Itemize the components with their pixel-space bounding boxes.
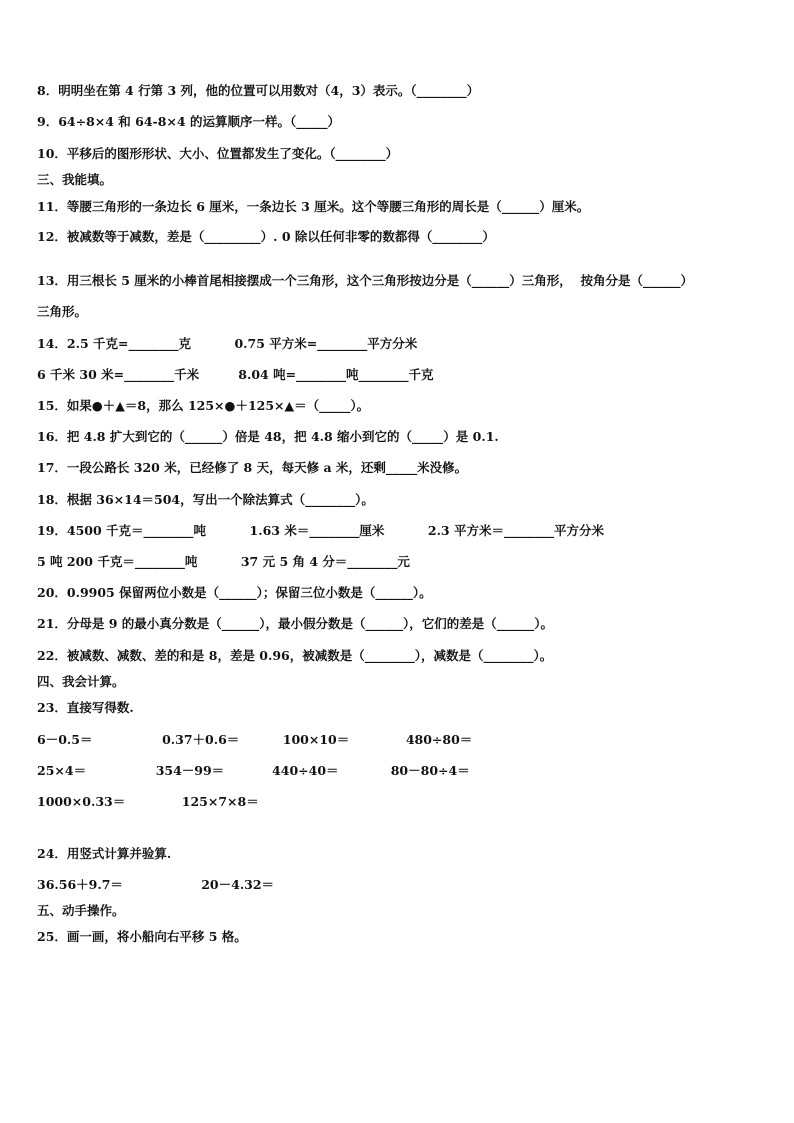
- question-8: 8．明明坐在第 4 行第 3 列，他的位置可以用数对（4，3）表示。（________）: [37, 83, 480, 98]
- question-18: 18．根据 36×14＝504，写出一个除法算式（________）。: [37, 492, 374, 507]
- section-heading-3: 三、我能填。: [37, 172, 113, 187]
- calc-row-2: 25×4＝ 354－99＝ 440÷40＝ 80－80÷4＝: [37, 763, 470, 778]
- question-14: 14．2.5 千克=________克 0.75 平方米=________平方分米: [37, 336, 418, 351]
- question-10: 10．平移后的图形形状、大小、位置都发生了变化。（________）: [37, 146, 399, 161]
- vertical-calc-row: 36.56＋9.7＝ 20－4.32＝: [37, 877, 275, 892]
- question-22: 22．被减数、减数、差的和是 8，差是 0.96，被减数是（________），减数是（________）。: [37, 648, 553, 663]
- question-16: 16．把 4.8 扩大到它的（______）倍是 48，把 4.8 缩小到它的（_____）是 0.1.: [37, 429, 499, 444]
- question-19-line-2: 5 吨 200 千克＝________吨 37 元 5 角 4 分＝________元: [37, 554, 410, 569]
- calc-row-1: 6－0.5＝ 0.37＋0.6＝ 100×10＝ 480÷80＝: [37, 732, 473, 747]
- question-9: 9．64÷8×4 和 64-8×4 的运算顺序一样。（_____）: [37, 114, 340, 129]
- question-23: 23．直接写得数.: [37, 700, 134, 715]
- question-24: 24．用竖式计算并验算.: [37, 846, 172, 861]
- question-15: 15．如果●＋▲＝8，那么 125×●＋125×▲＝（_____）。: [37, 398, 370, 413]
- question-21: 21．分母是 9 的最小真分数是（______），最小假分数是（______），它们的差是（______）。: [37, 616, 554, 631]
- question-19: 19．4500 千克＝________吨 1.63 米＝________厘米 2.3 平方米＝________平方分米: [37, 523, 604, 538]
- question-12: 12．被减数等于减数，差是（_________）. 0 除以任何非零的数都得（________）: [37, 229, 495, 244]
- section-heading-5: 五、动手操作。: [37, 903, 125, 918]
- question-13-cont: 三角形。: [37, 304, 88, 319]
- calc-row-3: 1000×0.33＝ 125×7×8＝: [37, 794, 259, 809]
- question-20: 20．0.9905 保留两位小数是（______）；保留三位小数是（______）。: [37, 585, 432, 600]
- question-14-line-2: 6 千米 30 米=________千米 8.04 吨=________吨________千克: [37, 367, 434, 382]
- question-25: 25．画一画，将小船向右平移 5 格。: [37, 929, 247, 944]
- question-17: 17．一段公路长 320 米，已经修了 8 天，每天修 a 米，还剩_____米没修。: [37, 460, 468, 475]
- question-13: 13．用三根长 5 厘米的小棒首尾相接摆成一个三角形，这个三角形按边分是（______）三角形， 按角分是（______）: [37, 273, 694, 288]
- question-11: 11．等腰三角形的一条边长 6 厘米，一条边长 3 厘米。这个等腰三角形的周长是（______）厘米。: [37, 199, 590, 214]
- section-heading-4: 四、我会计算。: [37, 674, 125, 689]
